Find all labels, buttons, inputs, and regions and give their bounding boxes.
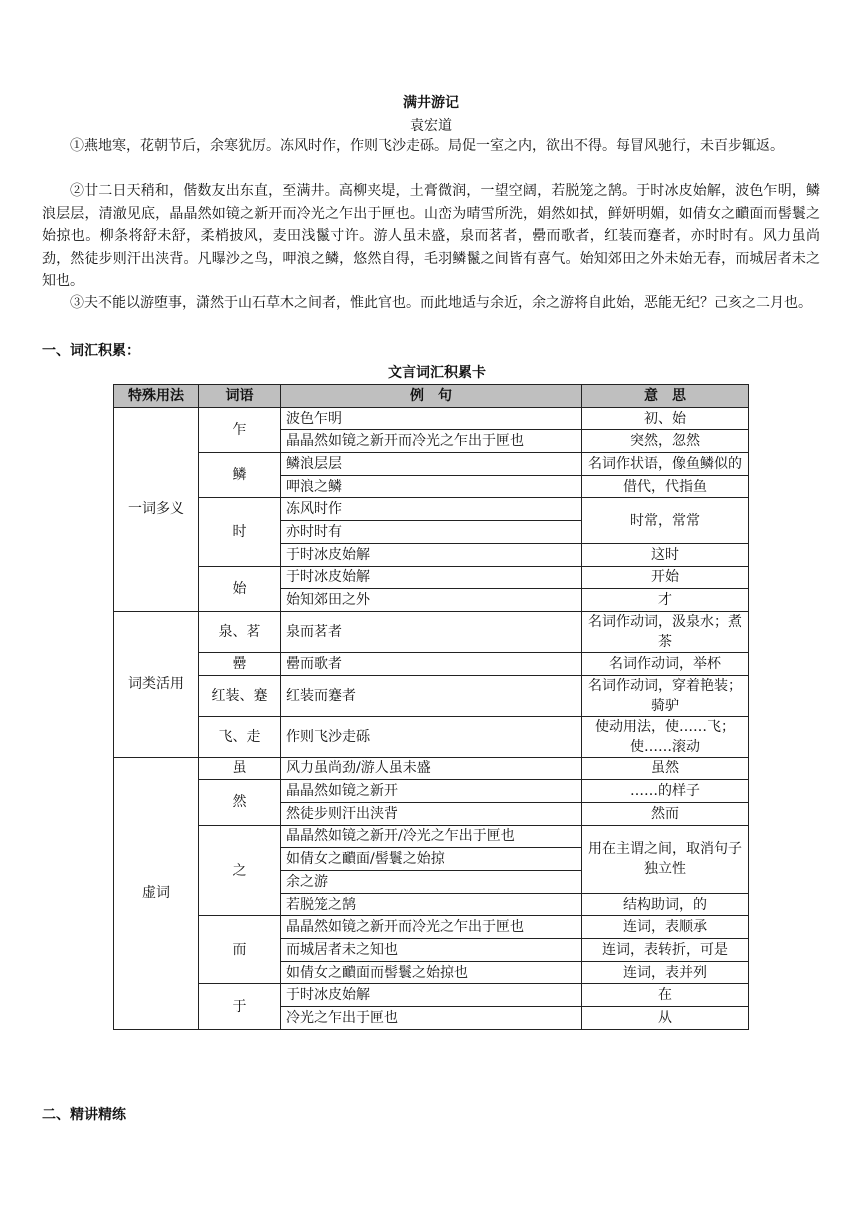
word-cell: 飞、走 [199,716,281,757]
table-row [114,652,749,675]
table-row [114,916,749,939]
example-cell: 如倩女之靧面/髻鬟之始掠 [281,848,582,871]
meaning-cell: 开始 [582,566,749,589]
example-cell: 波色乍明 [281,407,582,430]
essay-author: 袁宏道 [410,118,452,134]
example-cell: 余之游 [281,871,582,894]
section-heading-vocab: 一、词汇积累： [42,343,140,359]
example-cell: 于时冰皮始解 [281,984,582,1007]
paragraph-3: ③夫不能以游堕事，潇然于山石草木之间者，惟此官也。而此地适与余近，余之游将自此始，恶能无纪？己亥之二月也。 [70,295,812,311]
example-cell: 于时冰皮始解 [281,543,582,566]
word-cell: 罍 [199,652,281,675]
meaning-cell: 名词作状语，像鱼鳞似的 [582,453,749,476]
example-cell: 泉而茗者 [281,611,582,652]
meaning-cell: 连词，表转折，可是 [582,939,749,962]
meaning-cell: 名词作动词，汲泉水；煮茶 [582,611,749,652]
meaning-cell: 从 [582,1007,749,1030]
word-cell: 泉、茗 [199,611,281,652]
example-cell: 呷浪之鳞 [281,475,582,498]
header-word: 词语 [199,385,281,408]
table-row [114,780,749,803]
header-usage: 特殊用法 [114,385,199,408]
example-cell: 于时冰皮始解 [281,566,582,589]
header-example: 例 句 [281,385,582,408]
example-cell: 鳞浪层层 [281,453,582,476]
word-cell: 于 [199,984,281,1029]
example-cell: 晶晶然如镜之新开而冷光之乍出于匣也 [281,430,582,453]
meaning-cell: 名词作动词，举杯 [582,652,749,675]
table-row [114,675,749,716]
meaning-cell: 突然，忽然 [582,430,749,453]
header-meaning: 意 思 [582,385,749,408]
example-cell: 而城居者未之知也 [281,939,582,962]
paragraph-2: ②廿二日天稍和，偕数友出东直，至满井。高柳夹堤，土膏微润，一望空阔，若脱笼之鹄。于时冰皮始解，波色乍明，鳞浪层层，清澈见底，晶晶然如镜之新开而冷光之乍出于匣也。山峦为晴雪所洗，娟然如拭，鲜妍明媚，如倩女之靧面而髻鬟之始掠也。柳条将舒未舒，柔梢披风，麦田浅鬣寸许。游人虽未盛，泉而茗者，罍而歌者，红装而蹇者，亦时时有。风力虽尚劲，然徒步则汗出浃背。凡曝沙之鸟，呷浪之鳞，悠然自得，毛羽鳞鬣之间皆有喜气。始知郊田之外未始无春，而城居者未之知也。 [42,183,820,289]
meaning-cell: 初、始 [582,407,749,430]
table-row [114,407,749,430]
meaning-cell: 虽然 [582,757,749,780]
word-cell: 虽 [199,757,281,780]
meaning-cell: 用在主谓之间，取消句子独立性 [582,825,749,893]
meaning-cell: 使动用法，使……飞；使……滚动 [582,716,749,757]
example-cell: 然徒步则汗出浃背 [281,802,582,825]
table-row [114,984,749,1007]
vocab-table [113,384,749,1030]
example-cell: 晶晶然如镜之新开而冷光之乍出于匣也 [281,916,582,939]
example-cell: 作则飞沙走砾 [281,716,582,757]
category-cell: 词类活用 [114,611,199,757]
word-cell: 时 [199,498,281,566]
word-cell: 红装、蹇 [199,675,281,716]
section-heading-practice: 二、精讲精练 [42,1107,126,1123]
word-cell: 之 [199,825,281,916]
example-cell: 风力虽尚劲/游人虽未盛 [281,757,582,780]
category-cell: 虚词 [114,757,199,1029]
example-cell: 始知郊田之外 [281,589,582,612]
meaning-cell: 连词，表并列 [582,961,749,984]
example-cell: 晶晶然如镜之新开/冷光之乍出于匣也 [281,825,582,848]
table-row [114,566,749,589]
word-cell: 始 [199,566,281,611]
table-row [114,716,749,757]
word-cell: 而 [199,916,281,984]
example-cell: 冷光之乍出于匣也 [281,1007,582,1030]
table-header-row [114,385,749,408]
table-row [114,611,749,652]
word-cell: 然 [199,780,281,825]
meaning-cell: 连词，表顺承 [582,916,749,939]
example-cell: 晶晶然如镜之新开 [281,780,582,803]
paragraph-1: ①燕地寒，花朝节后，余寒犹厉。冻风时作，作则飞沙走砾。局促一室之内，欲出不得。每冒风驰行，未百步辄返。 [70,138,784,154]
table-row [114,453,749,476]
word-cell: 鳞 [199,453,281,498]
meaning-cell: 然而 [582,802,749,825]
example-cell: 冻风时作 [281,498,582,521]
meaning-cell: 结构助词，的 [582,893,749,916]
table-caption: 文言词汇积累卡 [388,365,486,381]
meaning-cell: 时常，常常 [582,498,749,543]
meaning-cell: 借代，代指鱼 [582,475,749,498]
meaning-cell: 这时 [582,543,749,566]
example-cell: 罍而歌者 [281,652,582,675]
example-cell: 红装而蹇者 [281,675,582,716]
example-cell: 亦时时有 [281,521,582,544]
word-cell: 乍 [199,407,281,452]
essay-title: 满井游记 [403,95,459,111]
table-row [114,498,749,521]
meaning-cell: 在 [582,984,749,1007]
meaning-cell: ……的样子 [582,780,749,803]
meaning-cell: 名词作动词，穿着艳装；骑驴 [582,675,749,716]
example-cell: 如倩女之靧面而髻鬟之始掠也 [281,961,582,984]
table-row [114,825,749,848]
table-row [114,757,749,780]
category-cell: 一词多义 [114,407,199,611]
example-cell: 若脱笼之鹄 [281,893,582,916]
meaning-cell: 才 [582,589,749,612]
